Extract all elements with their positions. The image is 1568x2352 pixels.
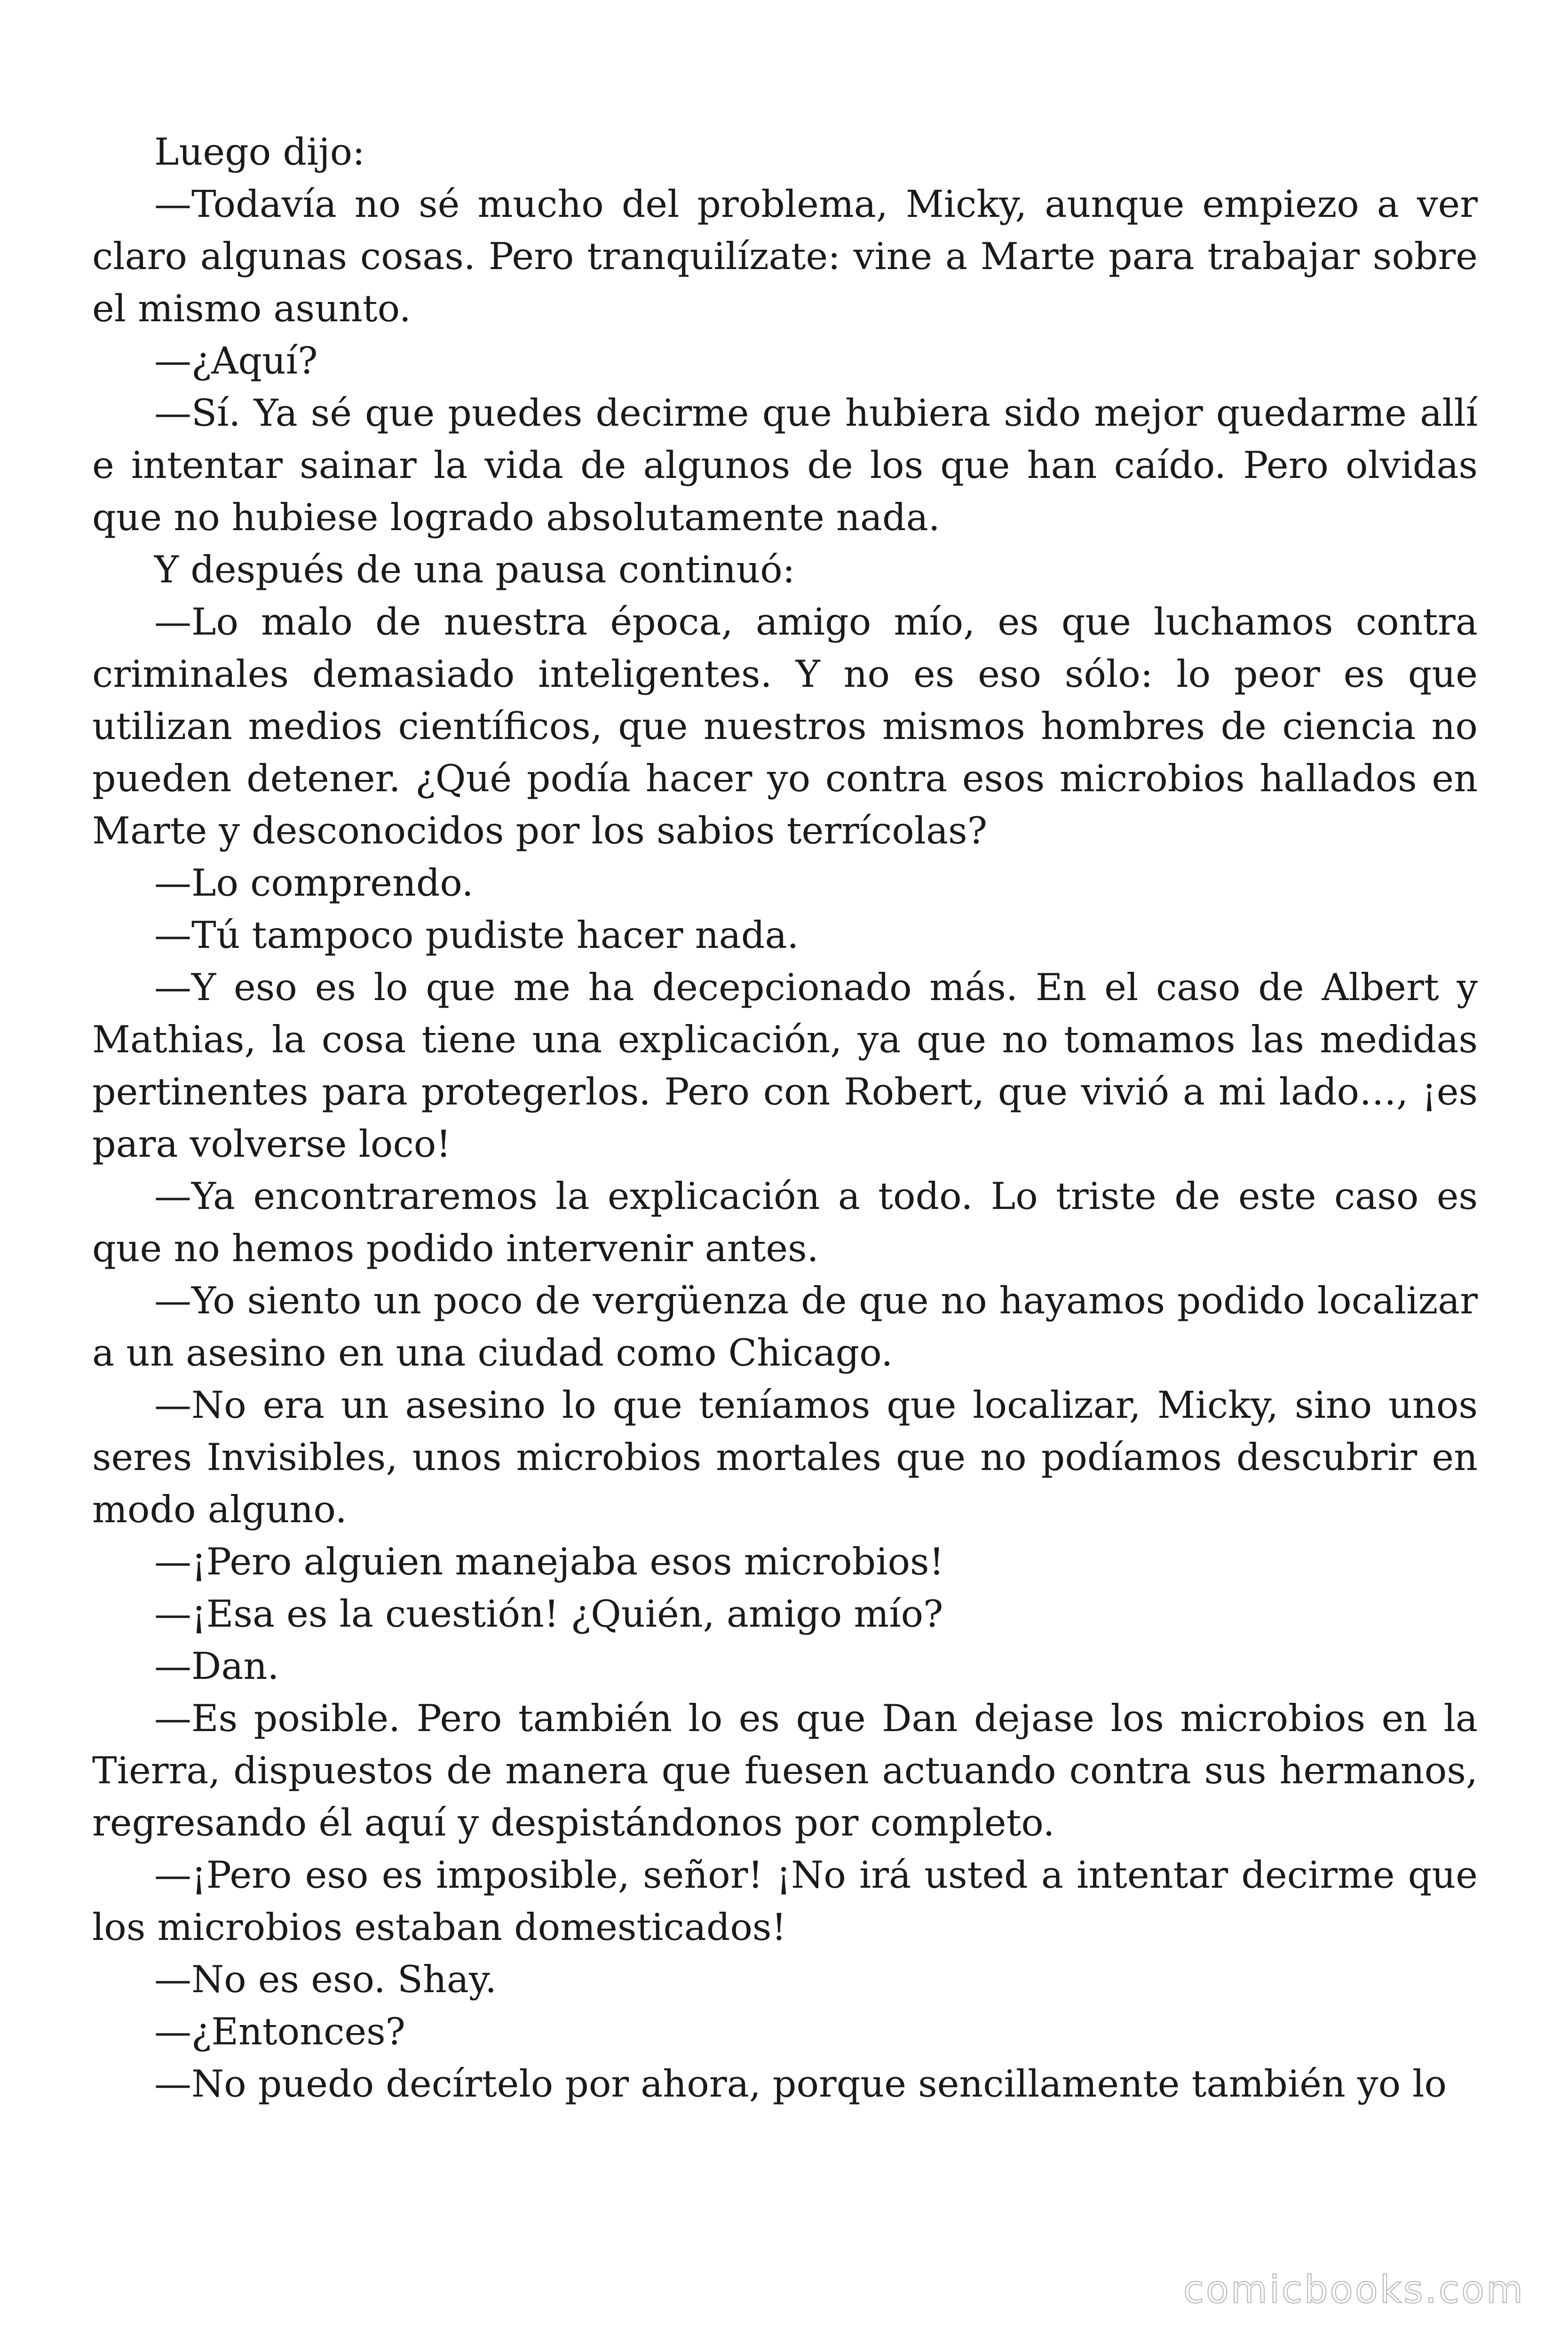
paragraph: —Sí. Ya sé que puedes decirme que hubiera sido mejor quedarme allí e intentar sainar la vida de algunos de los que han caído. Pero olvidas que no hubiese logrado absolutamente nada. [92,391,1478,539]
paragraph: —¿Entonces? [154,2010,405,2053]
paragraph: —Todavía no sé mucho del problema, Micky, aunque empiezo a ver claro algunas cosas. Pero tranquilízate: vine a Marte para trabajar sobre el mismo asunto. [92,183,1478,330]
paragraph: —¡Pero eso es imposible, señor! ¡No irá usted a intentar decirme que los microbios estaban domesticados! [92,1853,1478,1949]
paragraph: Luego dijo: [154,130,365,174]
paragraph: —¡Esa es la cuestión! ¿Quién, amigo mío? [154,1592,943,1636]
paragraph: Y después de una pausa continuó: [154,548,795,591]
paragraph: —Y eso es lo que me ha decepcionado más. En el caso de Albert y Mathias, la cosa tiene una explicación, ya que no tomamos las medidas pertinentes para protegerlos. Pero con Robert, que vivió a mi lado…, ¡es para volverse loco! [92,966,1478,1166]
paragraph: —¿Aquí? [154,339,318,382]
paragraph: —Lo malo de nuestra época, amigo mío, es que luchamos contra criminales demasiado inteligentes. Y no es eso sólo: lo peor es que utilizan medios científicos, que nuestros mismos hombres de ciencia no pueden detener. ¿Qué podía hacer yo contra esos microbios hallados en Marte y desconocidos por los sabios terrícolas? [92,600,1478,852]
paragraph: —Ya encontraremos la explicación a todo. Lo triste de este caso es que no hemos podido intervenir antes. [92,1175,1478,1270]
paragraph: —Es posible. Pero también lo es que Dan dejase los microbios en la Tierra, dispuestos de manera que fuesen actuando contra sus hermanos, regresando él aquí y despistándonos por completo. [92,1697,1478,1844]
paragraph: —Dan. [154,1645,279,1688]
watermark-logo: comicbooks.com [1183,2268,1525,2312]
body-text [92,126,1478,2110]
paragraph: —Yo siento un poco de vergüenza de que no hayamos podido localizar a un asesino en una ciudad como Chicago. [92,1279,1478,1375]
paragraph: —No es eso. Shay. [154,1958,497,2001]
paragraph: —Tú tampoco pudiste hacer nada. [154,914,799,957]
paragraph: —¡Pero alguien manejaba esos microbios! [154,1540,944,1583]
paragraph: —Lo comprendo. [154,861,474,905]
paragraph: —No puedo decírtelo por ahora, porque sencillamente también yo lo [154,2062,1447,2106]
paragraph: —No era un asesino lo que teníamos que localizar, Micky, sino unos seres Invisibles, unos microbios mortales que no podíamos descubrir en modo alguno. [92,1383,1478,1531]
